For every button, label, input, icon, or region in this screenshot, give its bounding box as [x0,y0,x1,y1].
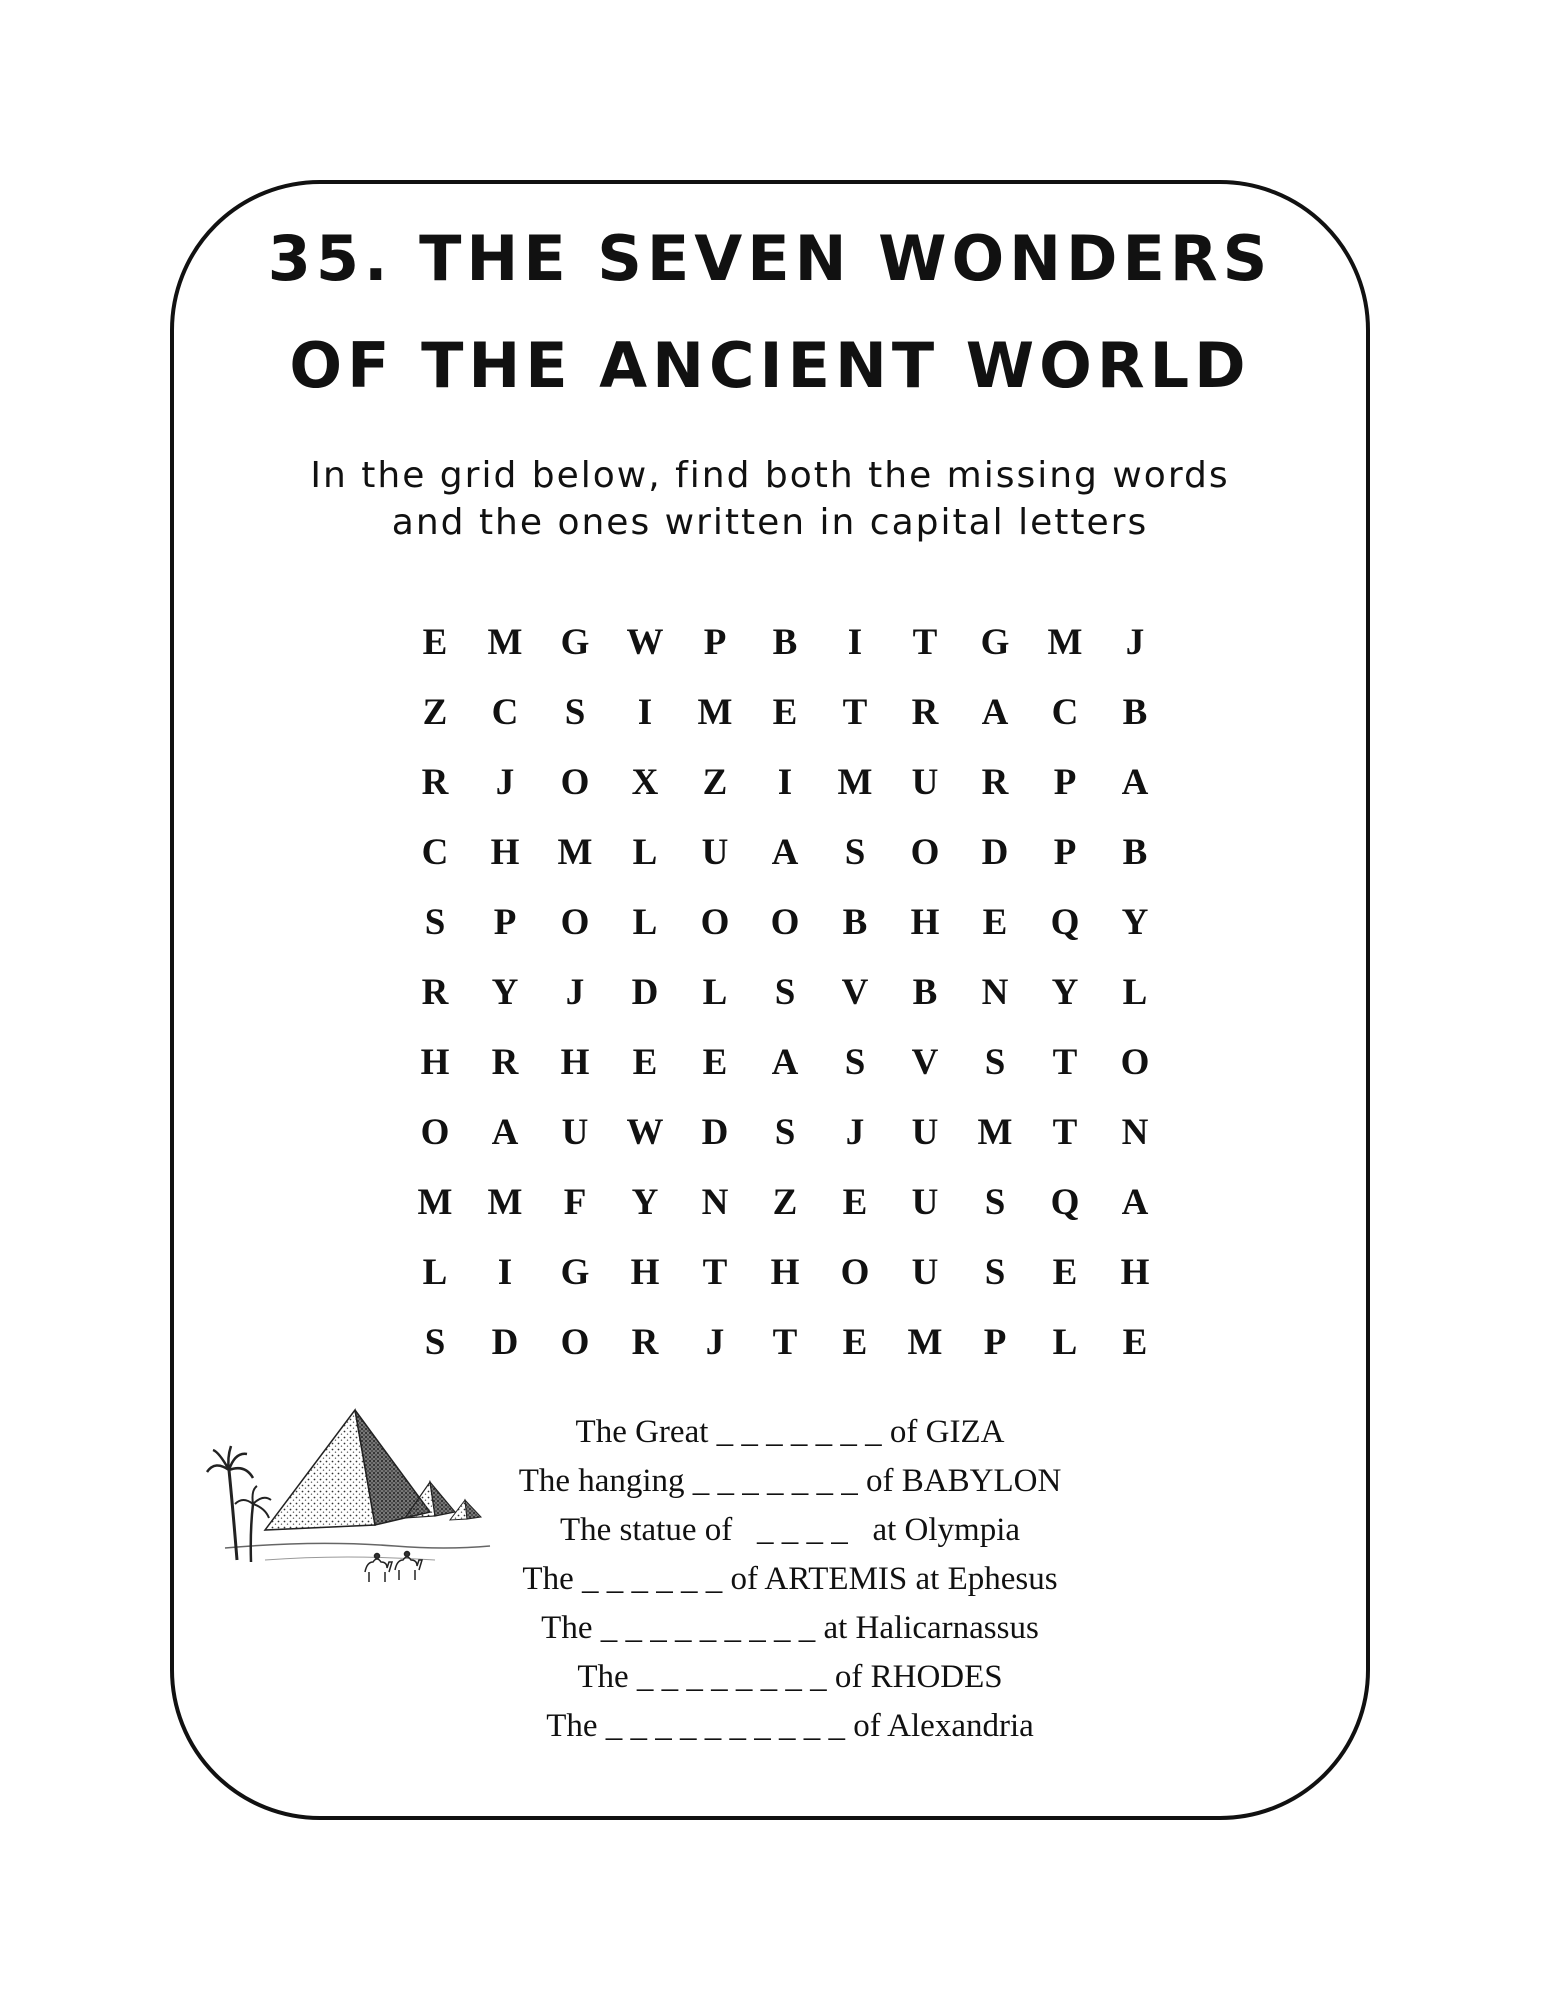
grid-letter[interactable]: M [487,1182,523,1223]
grid-letter[interactable]: Y [631,1182,659,1223]
grid-letter[interactable]: W [626,622,664,663]
grid-letter[interactable]: S [424,1322,446,1363]
grid-letter[interactable]: T [1052,1112,1078,1153]
grid-letter[interactable]: A [771,832,799,873]
grid-letter[interactable]: N [701,1182,729,1223]
grid-letter[interactable]: S [984,1182,1006,1223]
grid-letter[interactable]: A [1121,762,1149,803]
grid-letter[interactable]: L [632,832,658,873]
grid-letter[interactable]: M [487,622,523,663]
grid-letter[interactable]: B [1122,692,1148,733]
grid-letter[interactable]: S [984,1252,1006,1293]
grid-letter[interactable]: M [697,692,733,733]
grid-letter[interactable]: T [772,1322,798,1363]
grid-letter[interactable]: A [771,1042,799,1083]
grid-row [400,1098,1170,1168]
grid-letter[interactable]: D [631,972,659,1013]
grid-letter[interactable]: O [1120,1042,1150,1083]
grid-row [400,818,1170,888]
grid-letter[interactable]: H [490,832,520,873]
grid-letter[interactable]: S [844,832,866,873]
grid-letter[interactable]: V [911,1042,939,1083]
grid-letter[interactable]: E [422,622,448,663]
grid-letter[interactable]: T [702,1252,728,1293]
clue-line: The _ _ _ _ _ _ _ _ of RHODES [577,1659,1003,1695]
grid-letter[interactable]: L [1122,972,1148,1013]
grid-letter[interactable]: Z [702,762,728,803]
grid-row [400,1028,1170,1098]
grid-letter[interactable]: Z [772,1182,798,1223]
clue-line: The _ _ _ _ _ _ _ _ _ at Halicarnassus [541,1610,1039,1646]
grid-letter[interactable]: M [417,1182,453,1223]
grid-letter[interactable]: R [421,972,449,1013]
grid-letter[interactable]: M [837,762,873,803]
grid-letter[interactable]: P [703,622,727,663]
grid-letter[interactable]: H [420,1042,450,1083]
clue-line: The _ _ _ _ _ _ of ARTEMIS at Ephesus [522,1561,1058,1597]
grid-letter[interactable]: X [631,762,659,803]
grid-letter[interactable]: E [842,1322,868,1363]
grid-row [400,888,1170,958]
grid-letter[interactable]: J [495,762,515,803]
grid-letter[interactable]: P [493,902,517,943]
grid-letter[interactable]: B [842,902,868,943]
grid-row [400,1168,1170,1238]
grid-row [400,678,1170,748]
grid-letter[interactable]: L [702,972,728,1013]
grid-letter[interactable]: U [911,1252,939,1293]
grid-letter[interactable]: O [560,762,590,803]
grid-letter[interactable]: J [705,1322,725,1363]
grid-letter[interactable]: S [984,1042,1006,1083]
grid-letter[interactable]: O [700,902,730,943]
grid-letter[interactable]: A [1121,1182,1149,1223]
clue-list [470,1408,1110,1751]
pyramids-icon [205,1400,495,1590]
clue-line: The hanging _ _ _ _ _ _ _ of BABYLON [518,1463,1062,1499]
grid-letter[interactable]: W [626,1112,664,1153]
grid-letter[interactable]: C [1051,692,1079,733]
grid-letter[interactable]: S [424,902,446,943]
grid-letter[interactable]: A [491,1112,519,1153]
grid-letter[interactable]: G [980,622,1010,663]
grid-letter[interactable]: U [911,762,939,803]
grid-letter[interactable]: R [981,762,1009,803]
clue-line: The _ _ _ _ _ _ _ _ _ _ of Alexandria [546,1708,1034,1744]
grid-row [400,1238,1170,1308]
grid-letter[interactable]: P [1053,832,1077,873]
grid-letter[interactable]: O [910,832,940,873]
grid-letter[interactable]: Q [1050,1182,1080,1223]
grid-letter[interactable]: Y [491,972,519,1013]
grid-letter[interactable]: P [1053,762,1077,803]
grid-letter[interactable]: J [845,1112,865,1153]
grid-letter[interactable]: E [632,1042,658,1083]
grid-letter[interactable]: R [491,1042,519,1083]
grid-letter[interactable]: U [701,832,729,873]
grid-letter[interactable]: H [630,1252,660,1293]
grid-letter[interactable]: C [421,832,449,873]
grid-letter[interactable]: T [1052,1042,1078,1083]
grid-letter[interactable]: V [841,972,869,1013]
grid-letter[interactable]: N [1121,1112,1149,1153]
grid-letter[interactable]: U [911,1112,939,1153]
grid-letter[interactable]: L [1052,1322,1078,1363]
clue-line: The statue of _ _ _ _ at Olympia [559,1512,1021,1548]
grid-letter[interactable]: H [770,1252,800,1293]
grid-row [400,748,1170,818]
grid-letter[interactable]: T [842,692,868,733]
grid-letter[interactable]: R [421,762,449,803]
title-line-2: OF THE ANCIENT WORLD [289,329,1251,402]
grid-row [400,1308,1170,1378]
grid-letter[interactable]: Y [1121,902,1149,943]
grid-letter[interactable]: S [774,972,796,1013]
title-line-1: 35. THE SEVEN WONDERS [267,222,1273,295]
grid-row [400,958,1170,1028]
grid-letter[interactable]: R [911,692,939,733]
grid-letter[interactable]: E [1052,1252,1078,1293]
grid-letter[interactable]: S [774,1112,796,1153]
grid-letter[interactable]: F [563,1182,587,1223]
grid-letter[interactable]: O [840,1252,870,1293]
grid-letter[interactable]: E [1122,1322,1148,1363]
grid-letter[interactable]: M [907,1322,943,1363]
grid-letter[interactable]: S [564,692,586,733]
grid-letter[interactable]: E [772,692,798,733]
grid-letter[interactable]: S [844,1042,866,1083]
grid-letter[interactable]: E [842,1182,868,1223]
grid-letter[interactable]: J [1125,622,1145,663]
grid-letter[interactable]: B [1122,832,1148,873]
clue-line: The Great _ _ _ _ _ _ _ of GIZA [575,1414,1005,1450]
grid-letter[interactable]: I [497,1252,513,1293]
grid-letter[interactable]: O [770,902,800,943]
grid-letter[interactable]: E [982,902,1008,943]
grid-letter[interactable]: O [560,1322,590,1363]
grid-letter[interactable]: G [560,1252,590,1293]
instructions-line-1: In the grid below, find both the missing words [310,455,1230,496]
instructions-line-2: and the ones written in capital letters [391,502,1149,543]
grid-letter[interactable]: H [560,1042,590,1083]
grid-letter[interactable]: H [910,902,940,943]
grid-letter[interactable]: N [981,972,1009,1013]
grid-letter[interactable]: O [560,902,590,943]
grid-letter[interactable]: D [491,1322,519,1363]
grid-letter[interactable]: U [561,1112,589,1153]
grid-letter[interactable]: L [632,902,658,943]
grid-letter[interactable]: M [1047,622,1083,663]
grid-letter[interactable]: I [777,762,793,803]
grid-letter[interactable]: Z [422,692,448,733]
grid-letter[interactable]: O [420,1112,450,1153]
grid-letter[interactable]: E [702,1042,728,1083]
grid-letter[interactable]: I [637,692,653,733]
grid-letter[interactable]: B [912,972,938,1013]
grid-letter[interactable]: H [1120,1252,1150,1293]
grid-letter[interactable]: R [631,1322,659,1363]
grid-letter[interactable]: U [911,1182,939,1223]
grid-letter[interactable]: B [772,622,798,663]
grid-letter[interactable]: J [565,972,585,1013]
grid-letter[interactable]: M [557,832,593,873]
grid-letter[interactable]: D [701,1112,729,1153]
grid-letter[interactable]: M [977,1112,1013,1153]
grid-letter[interactable]: Y [1051,972,1079,1013]
grid-letter[interactable]: D [981,832,1009,873]
grid-letter[interactable]: T [912,622,938,663]
grid-letter[interactable]: P [983,1322,1007,1363]
grid-letter[interactable]: L [422,1252,448,1293]
grid-letter[interactable]: Q [1050,902,1080,943]
grid-letter[interactable]: I [847,622,863,663]
word-search-grid [400,608,1170,1378]
grid-row [400,608,1170,678]
grid-letter[interactable]: A [981,692,1009,733]
grid-letter[interactable]: C [491,692,519,733]
grid-letter[interactable]: G [560,622,590,663]
